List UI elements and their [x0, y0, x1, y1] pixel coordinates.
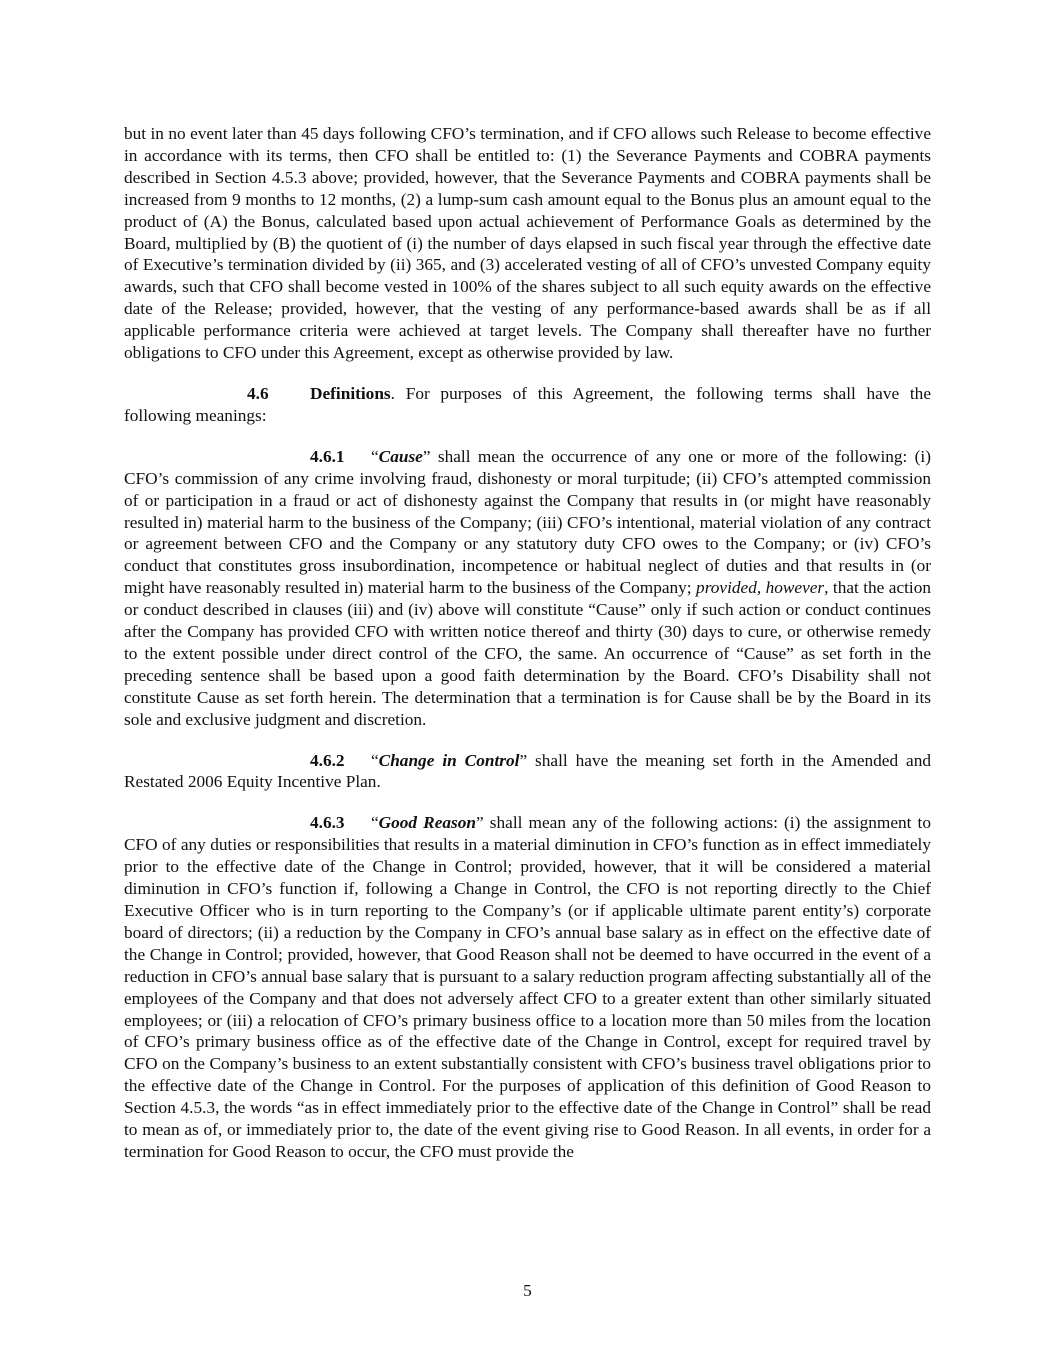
section-4-6-definitions: [124, 383, 931, 427]
page-number: 5: [523, 1281, 532, 1300]
section-heading: Definitions: [310, 383, 391, 403]
section-4-6-2-change-in-control: [124, 750, 931, 794]
section-4-6-3-good-reason: [124, 812, 931, 1163]
open-quote: “: [371, 750, 379, 770]
document-body: [124, 123, 931, 1163]
defined-term: Good Reason: [378, 813, 476, 833]
subsection-number: 4.6.1: [310, 446, 345, 466]
continuation-paragraph: but in no event later than 45 days following CFO’s termination, and if CFO allows such Release to become effective in accordance with its terms, then CFO shall be entitled to: (1) the Severance Payments and COBRA payments described in Section 4.5.3 above; provided, however, that the Severance Payments and COBRA payments shall be increased from 9 months to 12 months, (2) a lump-sum cash amount equal to the Bonus plus an amount equal to the product of (A) the Bonus, calculated based upon actual achievement of Performance Goals as determined by the Board, multiplied by (B) the quotient of (i) the number of days elapsed in such fiscal year through the effective date of Executive’s termination divided by (ii) 365, and (3) accelerated vesting of all of CFO’s unvested Company equity awards, such that CFO shall become vested in 100% of the shares subject to all such equity awards on the effective date of the Release; provided, however, that the vesting of any performance-based awards shall be as if all applicable performance criteria were achieved at target levels. The Company shall thereafter have no further obligations to CFO under this Agreement, except as otherwise provided by law.: [124, 124, 931, 363]
definition-text-part-1: ” shall mean the occurrence of any one or more of the following: (i) CFO’s commission of any crime involving fraud, dishonesty or moral turpitude; (ii) CFO’s attempted commission of or participation in a fraud or act of dishonesty against the Company that results in (or might have reasonably resulted in) material harm to the business of the Company; (iii) CFO’s intentional, material violation of any contract or agreement between CFO and the Company or any statutory duty CFO owes to the Company; or (iv) CFO’s conduct that constitutes gross insubordination, incompetence or habitual neglect of duties and that results in (or might have reasonably resulted in) material harm to the business of the Company;: [124, 446, 931, 598]
definition-text: ” shall have the meaning set forth in the Amended and Restated 2006 Equity Incentive Plan.: [124, 750, 932, 792]
open-quote: “: [371, 813, 379, 833]
section-number: 4.6: [247, 383, 269, 403]
subsection-number: 4.6.2: [310, 750, 345, 770]
defined-term: Cause: [378, 446, 423, 466]
open-quote: “: [371, 446, 379, 466]
definition-text: ” shall mean any of the following actions: (i) the assignment to CFO of any duties or responsibilities that results in a material diminution in CFO’s function as in effect immediately prior to the effective date of the Change in Control; provided, however, that it will be considered a material diminution in CFO’s function if, following a Change in Control, the CFO is not reporting directly to the Chief Executive Officer who is in turn reporting to the Company’s (or if applicable ultimate parent entity’s) corporate board of directors; (ii) a reduction by the Company in CFO’s annual base salary as in effect on the effective date of the Change in Control; provided, however, that Good Reason shall not be deemed to have occurred in the event of a reduction in CFO’s annual base salary that is pursuant to a salary reduction program affecting substantially all of the employees of the Company and that does not adversely affect CFO to a greater extent than other similarly situated employees; or (iii) a relocation of CFO’s primary business office to a location more than 50 miles from the location of CFO’s primary business office as of the effective date of the Change in Control, except for required travel by CFO on the Company’s business to an extent substantially consistent with CFO’s business travel obligations prior to the effective date of the Change in Control. For the purposes of application of this definition of Good Reason to Section 4.5.3, the words “as in effect immediately prior to the effective date of the Change in Control” shall be read to mean as of, or immediately prior to, the date of the event giving rise to Good Reason. In all events, in order for a termination for Good Reason to occur, the CFO must provide the: [124, 813, 931, 1161]
section-text: . For purposes of this Agreement, the following terms shall have the following meanings:: [124, 383, 931, 425]
italic-phrase: provided, however: [696, 578, 825, 598]
defined-term: Change in Control: [378, 750, 520, 770]
definition-text-part-2: , that the action or conduct described in clauses (iii) and (iv) above will constitute “Cause” only if such action or conduct continues after the Company has provided CFO with written notice thereof and thirty (30) days to cure, or otherwise remedy to the extent possible under direct control of the CFO, the same. An occurrence of “Cause” as set forth in the preceding sentence shall be based upon a good faith determination by the Board. CFO’s Disability shall not constitute Cause as set forth herein. The determination that a termination is for Cause shall be by the Board in its sole and exclusive judgment and discretion.: [124, 578, 931, 729]
section-4-6-1-cause: [124, 446, 931, 731]
subsection-number: 4.6.3: [310, 813, 345, 833]
